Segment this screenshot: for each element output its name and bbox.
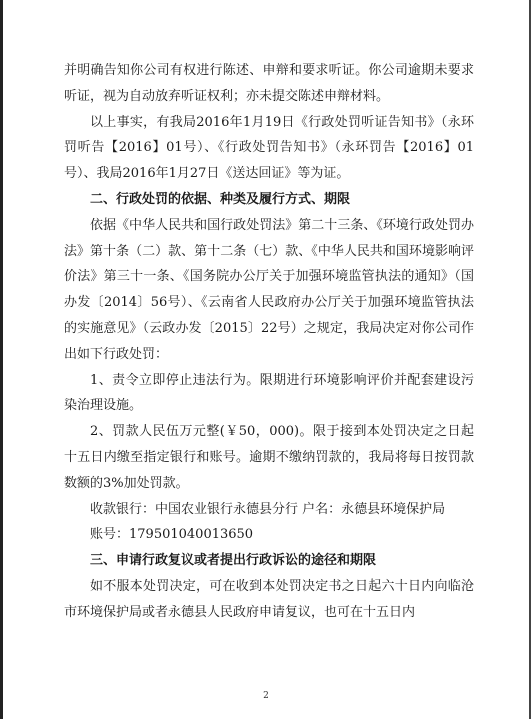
page-number: 2: [263, 691, 269, 701]
paragraph-penalty-item-1: 1、责令立即停止违法行为。限期进行环境影响评价并配套建设污染治理设施。: [64, 372, 474, 414]
paragraph-penalty-item-2: 2、罚款人民伍万元整(￥50，000)。限于接到本处罚决定之日起十五日内缴至指定银行和账号。逾期不缴纳罚款的，我局将每日按罚款数额的3%加处罚款。: [64, 424, 474, 491]
paragraph-appeal-info: 如不服本处罚决定，可在收到本处罚决定书之日起六十日内向临沧市环境保护局或者永德县人民政府申请复议，也可在十五日内: [64, 578, 474, 620]
section-heading-penalty-basis: 二、行政处罚的依据、种类及履行方式、期限: [90, 191, 351, 207]
paragraph-legal-basis: 依据《中华人民共和国行政处罚法》第二十三条、《环境行政处罚办法》第十条（二）款、第十二条（七）款、《中华人民共和国环境影响评价法》第三十一条、《国务院办公厅关于加强环境监管执法的通知》（国办发〔2014〕56号）、《云南省人民政府办公厅关于加强环境监管执法的实施意见》（云政办发〔2015〕22号）之规定，我局决定对你公司作出如下行政处罚：: [64, 217, 474, 362]
paragraph-hearing-notice: 并明确告知你公司有权进行陈述、申辩和要求听证。你公司逾期未要求听证，视为自动放弃听证权利；亦未提交陈述申辩材料。: [64, 63, 474, 104]
paragraph-bank-info: 收款银行：中国农业银行永德县分行 户名：永德县环境保护局: [90, 501, 446, 517]
document-body: [64, 58, 474, 626]
section-heading-appeal: 三、申请行政复议或者提出行政诉讼的途径和期限: [90, 553, 377, 569]
paragraph-evidence: 以上事实，有我局2016年1月19日《行政处罚听证告知书》（永环罚听告【2016】01号）、《行政处罚告知书》（永环罚告【2016】01号）、我局2016年1月27日《送达回证》等为证。: [64, 114, 474, 182]
paragraph-account-number: 账号：179501040013650: [90, 527, 254, 543]
